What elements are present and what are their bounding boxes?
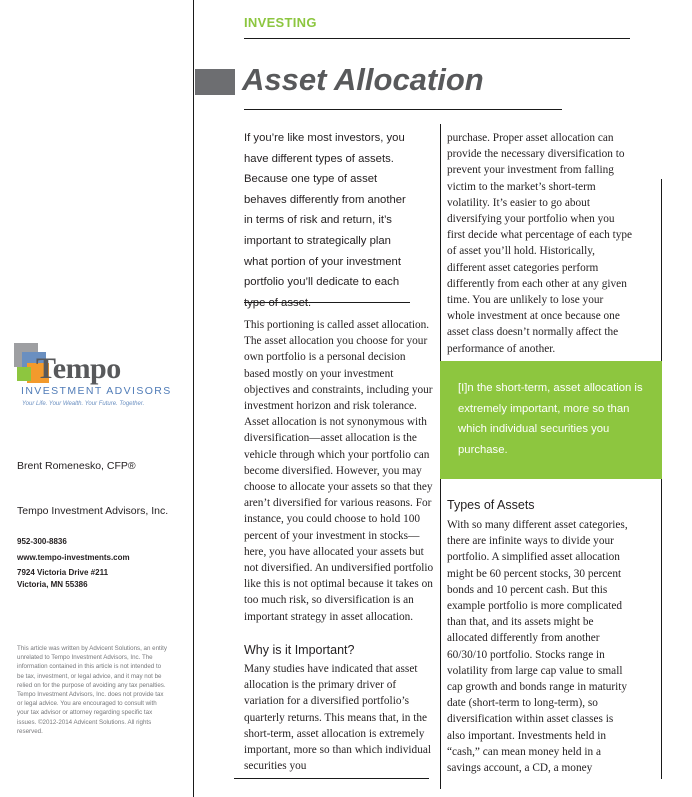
logo-wordmark: Tempo bbox=[36, 352, 121, 385]
address-line-1: 7924 Victoria Drive #211 bbox=[17, 568, 109, 577]
logo-square-green bbox=[17, 367, 31, 381]
continuation-paragraph: purchase. Proper asset allocation can provide the necessary diversification to prevent your investment from falling victim to the market’s short-term volatility. It’s easier to go about diversifying your portfolio when you first decide what percentage of each type of asset you’ll hold. Historically, different asset categories perform differently from each other at any given time. You are unlikely to lose your whole investment at once because one asset class doesn’t normally affect the performance of another. bbox=[447, 132, 633, 355]
logo-subtitle: INVESTMENT ADVISORS bbox=[21, 385, 172, 397]
phone-number: 952-300-8836 bbox=[17, 537, 67, 546]
footer-rule bbox=[234, 778, 429, 779]
header-rule bbox=[244, 38, 630, 39]
title-accent-bar bbox=[195, 69, 235, 95]
allocation-paragraph: This portioning is called asset allocation. The asset allocation you choose for your own portfolio is a personal decision based mostly on your investment objectives and constraints, including your investment horizon and risk tolerance. Asset allocation is not synonymous with diversification—asset allocation is the vehicle through which your portfolio can become diversified. However, you may choose to allocate your assets so that they aren’t diversified for various reasons. For instance, you could choose to hold 100 percent of your investment in stocks—here, you have allocated your assets but not diversified. An undiversified portfolio like this is not optimal because it takes on too much risk, so diversification is an important strategy in asset allocation. bbox=[244, 319, 434, 623]
firm-name: Tempo Investment Advisors, Inc. bbox=[17, 505, 169, 517]
page-title: Asset Allocation bbox=[242, 62, 484, 97]
intro-paragraph: If you’re like most investors, you have different types of assets. Because one type of asset behaves differently from another in terms of risk and return, it’s important to strategically plan what portion of your investment portfolio you’ll dedicate to each type of asset. bbox=[244, 132, 406, 309]
sidebar-divider bbox=[193, 0, 194, 797]
address-line-2: Victoria, MN 55386 bbox=[17, 580, 88, 589]
advisor-name: Brent Romenesko, CFP® bbox=[17, 460, 136, 472]
company-logo bbox=[14, 343, 186, 413]
types-of-assets-paragraph: With so many different asset categories, there are infinite ways to divide your portfolio. A simplified asset allocation might be 60 percent stocks, 30 percent bonds and 10 percent cash. But this example portfolio is more complicated than that, and its assets might be allocated differently from another 60/30/10 portfolio. Stocks range in volatility from large cap value to small cap growth and bonds range in maturity date (short-term to long-term), so diversification within asset classes is also important. Investments held in “cash,” can mean money held in a savings account, a CD, a money bbox=[447, 519, 628, 775]
disclaimer-text: This article was written by Advicent Solutions, an entity unrelated to Tempo Investment Advisors, Inc. The information contained in this article is not intended to be tax, investment, or legal advice, and it may not be relied on for the purpose of avoiding any tax penalties. Tempo Investment Advisors, Inc. does not provide tax or legal advice. You are encouraged to consult with your tax advisor or attorney regarding specific tax issues. ©2012-2014 Advicent Solutions. All rights reserved. bbox=[17, 645, 167, 735]
title-rule bbox=[244, 109, 562, 110]
why-important-paragraph: Many studies have indicated that asset allocation is the primary driver of variation for a diversified portfolio’s quarterly returns. This means that, in the short-term, asset allocation is extremely important, more so than which individual securities you bbox=[244, 663, 431, 773]
logo-tagline: Your Life. Your Wealth. Your Future. Together. bbox=[22, 401, 145, 407]
pull-quote-text: [I]n the short-term, asset allocation is extremely important, more so than which individual securities you purchase. bbox=[458, 382, 643, 456]
pull-quote-box bbox=[440, 361, 662, 479]
why-important-heading: Why is it Important? bbox=[244, 643, 355, 657]
website-link[interactable]: www.tempo-investments.com bbox=[17, 553, 130, 562]
right-column-rule bbox=[661, 179, 662, 779]
section-label: INVESTING bbox=[244, 15, 317, 30]
types-of-assets-heading: Types of Assets bbox=[447, 498, 535, 512]
